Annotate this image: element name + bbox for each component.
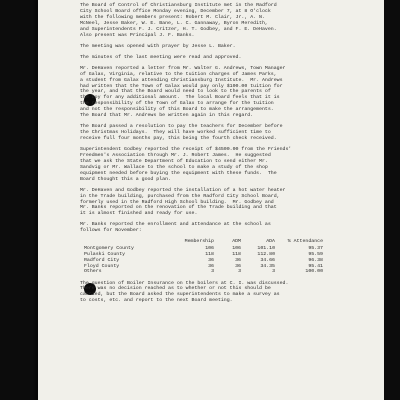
table-cell: 118 (205, 251, 214, 257)
text-line: in the Trade building, purchased from the Radford City School Board, (80, 193, 280, 199)
table-cell: 95.41 (308, 263, 323, 269)
text-line: Board thought this a good plan. (80, 176, 171, 182)
text-line: Also present was Principal J. F. Banks. (80, 32, 195, 38)
table-cell: Others (84, 269, 102, 275)
text-line: City School Board office Monday evening, December 7, at 8 O'clock (80, 8, 271, 14)
text-line: the year, and that the Board would need to look to the parents of (80, 89, 271, 95)
table-cell: 34.66 (260, 257, 275, 263)
attendance-table (80, 239, 323, 275)
table-cell: 36 (235, 257, 241, 263)
table-cell: 36 (235, 263, 241, 269)
paragraph-teacher-pay (80, 124, 376, 142)
paragraph-attendees (80, 3, 376, 38)
text-line: receive full four months pay, this being the fourth check received. (80, 135, 277, 141)
text-line: the responsibility of the Town of Galax to arrange for the tuition (80, 101, 274, 107)
text-line: Superintendent Godbey reported the receipt of $4500.00 from the Friends' (80, 147, 292, 153)
paragraph-water-heater (80, 188, 376, 218)
text-line: follows for November: (80, 228, 142, 234)
text-line: carried, but the Board asked the superintendents to make a survey as (80, 292, 280, 298)
table-cell: 36 (208, 263, 214, 269)
text-line: There was no decision reached as to whether or not this should be (80, 286, 271, 292)
header-cell: % Attendance (287, 239, 323, 245)
paragraph-enrollment (80, 222, 376, 234)
text-line: of Galax, Virginia, relative to the tuition charges of James Parks, (80, 71, 277, 77)
text-line: The Board of Control of Christiansburg Institute met in the Radford (80, 3, 277, 8)
table-cell: Montgomery County (84, 245, 134, 251)
table-cell: 36 (208, 257, 214, 263)
table-cell: 96.38 (308, 257, 323, 263)
table-cell: Pulaski County (84, 251, 126, 257)
table-cell: 112.80 (257, 251, 275, 257)
table-cell: 100.00 (305, 269, 323, 275)
text-line: to costs, etc. and report to the next Board meeting. (80, 298, 233, 304)
text-line: The Board that Mr. Andrews be written again in this regard. (80, 113, 254, 119)
text-line: Sandvig or Mr. Wallace to the school to make a study of the shop (80, 164, 268, 170)
text-line: and not the responsibility of this Board to make the arrangements. (80, 107, 274, 113)
table-cell: 34.35 (260, 263, 275, 269)
paragraph-boiler-insurance (80, 281, 376, 305)
text-line: Mr. Banks reported on the renovation of the Trade building and that (80, 205, 277, 211)
table-cell: 95.37 (308, 245, 323, 251)
table-cell: 3 (211, 269, 214, 275)
text-line: with the following members present: Robert M. Clair, Jr., A. N. (80, 14, 265, 20)
text-line: The question of Boiler Insurance on the boilers at C. I. was discussed. (80, 280, 289, 286)
paragraph-galax-tuition (80, 66, 376, 119)
table-cell: 118 (232, 251, 241, 257)
minutes-text (80, 0, 376, 309)
header-cell: ADA (266, 239, 275, 245)
text-line: Mr. DeHaven and Godbey reported the installation of a hot water heater (80, 187, 286, 193)
table-cell: 106 (232, 245, 241, 251)
table-cell: 101.10 (257, 245, 275, 251)
text-line: had written that the Town of Galax would pay only $100.00 tuition for (80, 83, 283, 89)
table-cell: Radford City (84, 257, 120, 263)
table-row (80, 269, 323, 275)
text-line: equipment needed before buying the equipment with these funds. The (80, 170, 277, 176)
header-cell: Membership (184, 239, 214, 245)
table-cell: 95.59 (308, 251, 323, 257)
text-line: a student from Galax attending Christiansburg Institute. Mr. Andrews (80, 77, 283, 83)
text-line: Freedmen's Association through Mr. J. Robert James. He suggested (80, 152, 271, 158)
text-line: it is almost finished and ready for use. (80, 211, 198, 217)
paragraph-minutes (80, 55, 376, 61)
text-line: Mr. Banks reported the enrollment and attendance at the school as (80, 222, 271, 228)
table-cell: 3 (238, 269, 241, 275)
text-line: The minutes of the last meeting were read and approved. (80, 54, 242, 60)
text-line: the Christmas Holidays. They will have worked sufficient time to (80, 130, 271, 136)
text-line: The meeting was opened with prayer by Jesse L. Baker. (80, 43, 236, 49)
text-line: formerly used in the Radford High School building. Mr. Godbey and (80, 199, 274, 205)
table-cell: 106 (205, 245, 214, 251)
header-cell: ADM (232, 239, 241, 245)
text-line: that we ask the State Department of Education to send either Mr. (80, 158, 268, 164)
table-cell: 3 (272, 269, 275, 275)
paragraph-shop-funds (80, 147, 376, 182)
text-line: and Superintendents F. J. Critzer, H. T. Godbey, and F. E. DeHaven. (80, 26, 277, 32)
text-line: Mr. DeHaven reported a letter from Mr. Walter G. Andrews, Town Manager (80, 65, 286, 71)
table-cell: Floyd County (84, 263, 120, 269)
text-line: the boy for any additional amount. The local Board feels that it is (80, 95, 280, 101)
paragraph-prayer (80, 44, 376, 50)
text-line: The Board passed a resolution to pay the teachers for December before (80, 124, 283, 130)
text-line: McNeel, Jesse Baker, W. E. Bane, L. C. Gannaway, Byron Meredith, (80, 20, 268, 26)
